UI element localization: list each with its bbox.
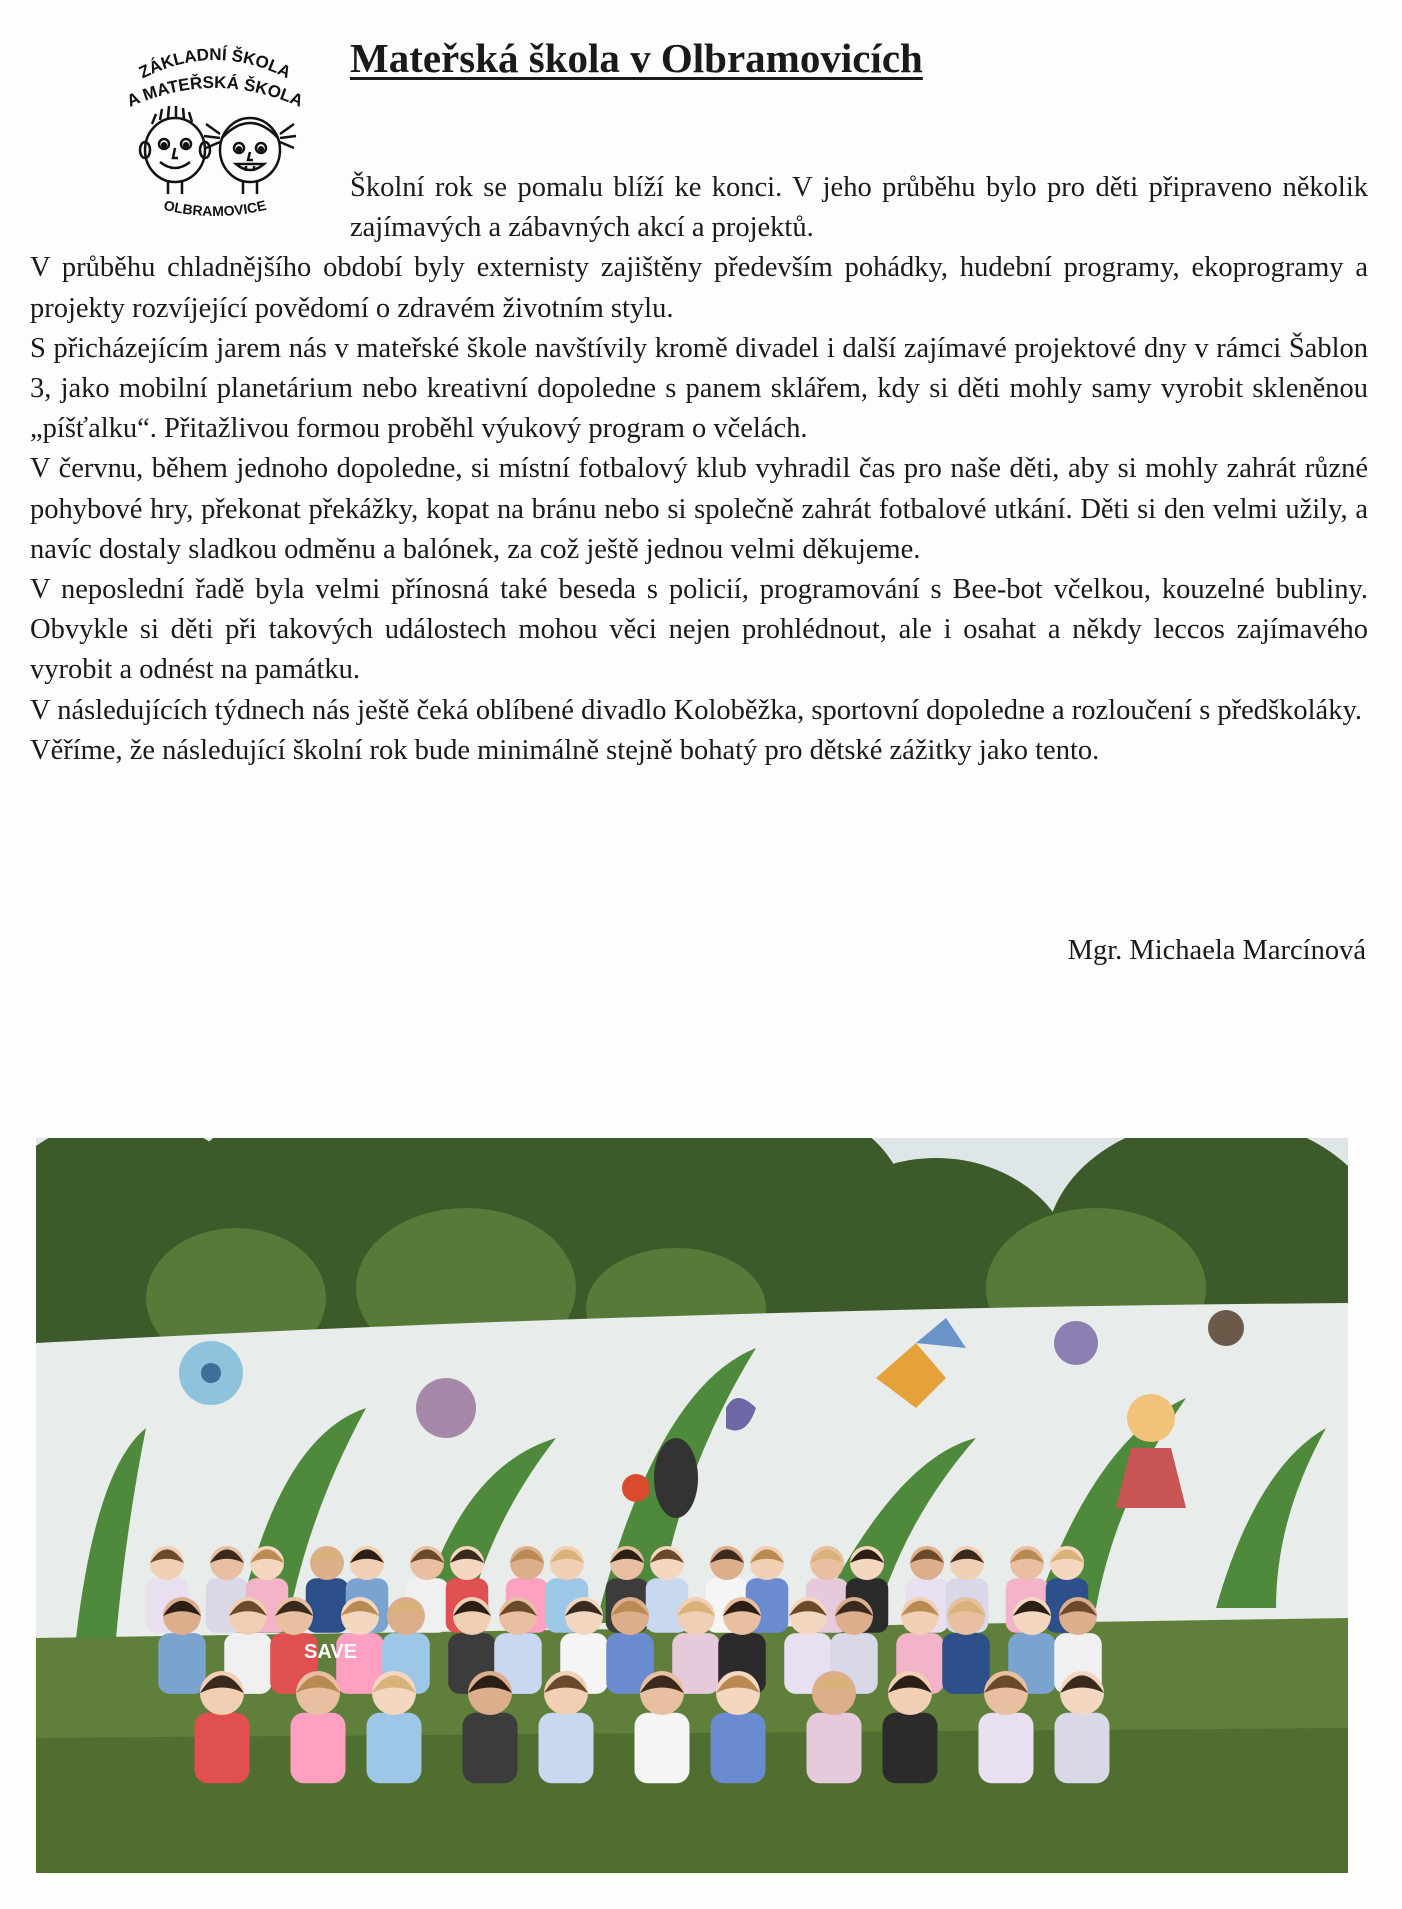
logo-top-text: ZÁKLADNÍ ŠKOLA — [136, 44, 294, 83]
child-figure — [1055, 1671, 1110, 1783]
page-title: Mateřská škola v Olbramovicích — [350, 35, 923, 81]
t-shirt-text: SAVE — [304, 1641, 357, 1663]
child-figure — [942, 1597, 990, 1694]
paragraph-football: V červnu, během jednoho dopoledne, si místní fotbalový klub vyhradil čas pro naše děti, aby si mohly zahrát různé pohybové hry, překonat překážky, kopat na bránu nebo si společně zahrát fotbalové utkání. Děti si den velmi užily, a navíc dostaly sladkou odměnu a balónek, za což ještě jednou velmi děkujeme. — [30, 453, 1368, 565]
child-figure — [195, 1671, 250, 1783]
child-figure — [635, 1671, 690, 1783]
child-figure — [158, 1597, 206, 1694]
child-figure — [711, 1671, 766, 1783]
paragraph-spring: S přicházejícím jarem nás v mateřské škole navštívily kromě divadel i další zajímavé projektové dny v rámci Šablon 3, jako mobilní planetárium nebo kreativní dopoledne s panem sklářem, kdy si děti mohly samy vyrobit skleněnou „píšťalku“. Přitažlivou formou proběhl výukový program o včelách. — [30, 332, 1368, 445]
group-photo — [36, 1138, 1348, 1873]
child-figure — [672, 1597, 720, 1694]
child-figure — [367, 1671, 422, 1783]
child-figure — [883, 1671, 938, 1783]
child-figure — [979, 1671, 1034, 1783]
author-signature: Mgr. Michaela Marcínová — [1067, 935, 1366, 966]
paragraph-intro: Školní rok se pomalu blíží ke konci. V jeho průběhu bylo pro děti připraveno několik zajímavých a zábavných akcí a projektů. — [350, 172, 1368, 244]
logo-middle-text: A MATEŘSKÁ ŠKOLA — [124, 72, 306, 111]
child-figure — [807, 1671, 862, 1783]
paragraph-upcoming: V následujících týdnech nás ještě čeká oblíbené divadlo Koloběžka, sportovní dopoledne a rozloučení s předškoláky. — [30, 694, 1362, 726]
paragraph-closing: Věříme, že následující školní rok bude minimálně stejně bohatý pro dětské zážitky jako tento. — [30, 734, 1100, 766]
child-figure — [539, 1671, 594, 1783]
child-figure — [463, 1671, 518, 1783]
article-body — [30, 168, 1368, 771]
logo-bottom-text: OLBRAMOVICE — [162, 196, 268, 220]
child-figure — [291, 1671, 346, 1783]
children-group-photo-image — [36, 1138, 1348, 1873]
paragraph-events: V neposlední řadě byla velmi přínosná také beseda s policií, programování s Bee-bot včelkou, kouzelné bubliny. Obvykle si děti při takových událostech mohou věci nejen prohlédnout, ale i osahat a někdy leccos zajímavého vyrobit a odnést na památku. — [30, 574, 1368, 686]
paragraph-winter: V průběhu chladnějšího období byly externisty zajištěny především pohádky, hudební programy, ekoprogramy a projekty rozvíjející povědomí o zdravém životním stylu. — [30, 252, 1368, 324]
